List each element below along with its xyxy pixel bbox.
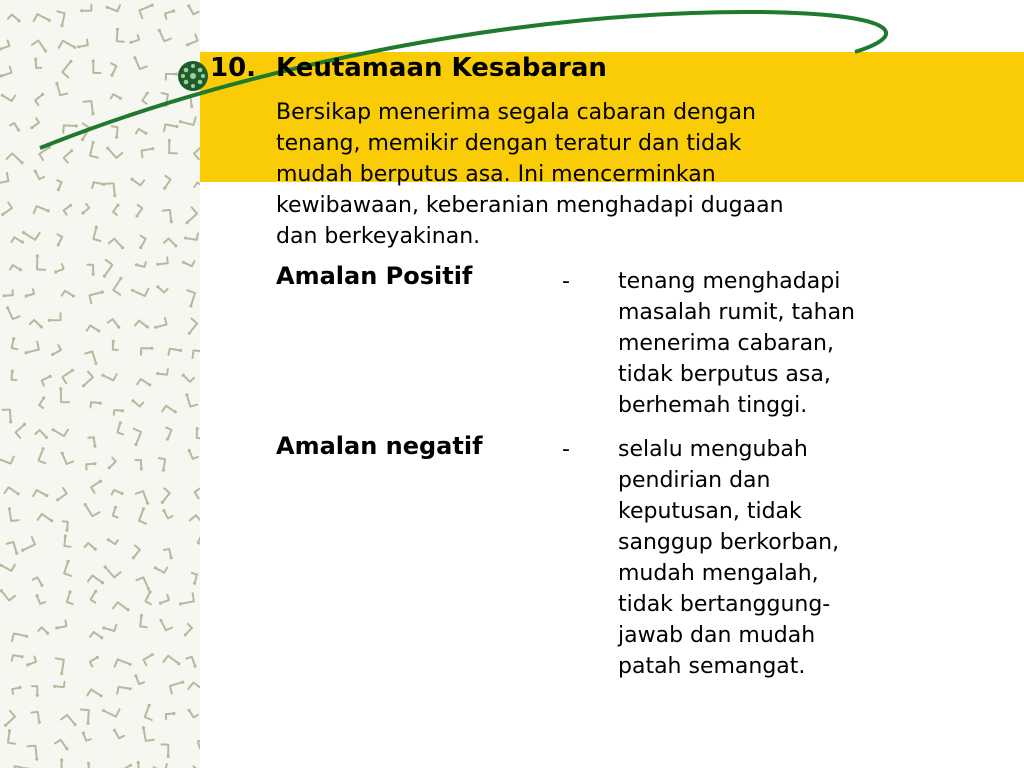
- pattern-mark: [32, 686, 39, 697]
- bullet-icon: [178, 61, 208, 91]
- pattern-mark: [16, 423, 27, 438]
- negative-label: Amalan negatif: [276, 432, 483, 460]
- negative-line: patah semangat.: [618, 654, 806, 679]
- description-paragraph: [276, 97, 956, 252]
- pattern-mark: [159, 595, 169, 605]
- pattern-mark: [184, 233, 198, 240]
- pattern-mark: [190, 515, 200, 526]
- pattern-mark: [31, 712, 41, 724]
- pattern-mark: [134, 429, 141, 446]
- pattern-mark: [166, 428, 172, 441]
- pattern-mark: [81, 710, 90, 725]
- pattern-mark: [198, 736, 200, 748]
- pattern-mark: [48, 313, 61, 322]
- positive-dash: -: [562, 269, 570, 294]
- pattern-mark: [56, 488, 67, 501]
- pattern-mark: [0, 457, 14, 464]
- pattern-mark: [86, 462, 96, 469]
- pattern-mark: [185, 393, 197, 406]
- pattern-mark: [64, 560, 71, 576]
- pattern-mark: [82, 732, 91, 741]
- pattern-mark: [55, 620, 66, 629]
- pattern-mark: [104, 565, 121, 577]
- pattern-mark: [113, 506, 118, 518]
- pattern-mark: [56, 658, 64, 675]
- pattern-mark: [3, 410, 13, 424]
- pattern-mark: [55, 740, 69, 751]
- positive-line: menerima cabaran,: [618, 331, 834, 356]
- pattern-mark: [12, 634, 28, 642]
- pattern-mark: [156, 257, 167, 266]
- pattern-mark: [159, 619, 172, 631]
- pattern-mark: [90, 291, 104, 304]
- pattern-mark: [141, 347, 153, 355]
- pattern-mark: [135, 321, 149, 329]
- pattern-mark: [60, 758, 69, 768]
- pattern-mark: [145, 704, 152, 720]
- pattern-mark: [139, 507, 146, 524]
- pattern-mark: [154, 318, 166, 329]
- pattern-mark: [35, 594, 45, 604]
- pattern-mark: [102, 709, 120, 717]
- pattern-mark: [102, 625, 116, 631]
- pattern-mark: [62, 369, 74, 384]
- pattern-mark: [30, 320, 43, 329]
- pattern-mark: [84, 503, 100, 516]
- pattern-mark: [39, 396, 45, 408]
- pattern-mark: [108, 319, 120, 329]
- pattern-mark: [113, 277, 122, 295]
- pattern-mark: [33, 577, 44, 587]
- pattern-mark: [63, 521, 69, 532]
- pattern-mark: [11, 370, 17, 381]
- pattern-mark: [198, 534, 200, 545]
- paragraph-line: tenang, memikir dengan teratur dan tidak: [276, 131, 742, 156]
- pattern-mark: [87, 762, 95, 768]
- pattern-mark: [136, 577, 150, 590]
- positive-line: tenang menghadapi: [618, 269, 841, 294]
- pattern-mark: [35, 430, 48, 439]
- pattern-mark: [137, 761, 145, 768]
- pattern-mark: [188, 319, 197, 335]
- pattern-mark: [109, 239, 125, 250]
- pattern-mark: [113, 602, 130, 611]
- pattern-mark: [12, 337, 18, 349]
- pattern-mark: [61, 452, 74, 464]
- negative-line: mudah mengalah,: [618, 561, 819, 586]
- pattern-mark: [62, 291, 75, 298]
- pattern-mark: [91, 402, 102, 408]
- pattern-mark: [196, 427, 200, 438]
- pattern-mark: [115, 659, 132, 666]
- pattern-mark: [103, 260, 113, 278]
- pattern-mark: [184, 624, 192, 637]
- positive-text: [618, 266, 1018, 421]
- pattern-mark: [87, 265, 94, 276]
- slide-title: Keutamaan Kesabaran: [276, 53, 607, 83]
- pattern-mark: [162, 406, 176, 414]
- pattern-mark: [42, 375, 52, 386]
- pattern-mark: [168, 349, 182, 355]
- pattern-mark: [87, 690, 103, 698]
- pattern-mark: [164, 239, 177, 248]
- pattern-mark: [117, 421, 123, 434]
- pattern-mark: [10, 265, 22, 271]
- paragraph-line: mudah berputus asa. Ini mencerminkan: [276, 162, 716, 187]
- pattern-mark: [81, 204, 89, 215]
- pattern-mark: [136, 460, 143, 471]
- pattern-mark: [114, 409, 124, 415]
- pattern-mark: [132, 546, 140, 560]
- pattern-mark: [166, 712, 176, 719]
- item-number: 10.: [210, 53, 257, 83]
- pattern-mark: [90, 632, 103, 639]
- pattern-mark: [117, 687, 132, 694]
- pattern-mark: [164, 549, 173, 559]
- pattern-mark: [101, 374, 116, 381]
- pattern-mark: [8, 507, 19, 521]
- pattern-mark: [25, 342, 39, 355]
- pattern-mark: [25, 289, 34, 297]
- pattern-mark: [91, 590, 98, 603]
- pattern-mark: [163, 210, 173, 223]
- pattern-mark: [88, 576, 104, 585]
- pattern-mark: [88, 437, 96, 448]
- pattern-mark: [113, 204, 120, 215]
- pattern-mark: [54, 264, 63, 274]
- pattern-mark: [139, 236, 146, 249]
- pattern-mark: [8, 729, 15, 743]
- pattern-mark: [53, 682, 64, 688]
- pattern-mark: [93, 226, 100, 242]
- pattern-mark: [4, 711, 15, 727]
- negative-line: keputusan, tidak: [618, 499, 802, 524]
- positive-line: masalah rumit, tahan: [618, 300, 856, 325]
- negative-line: sanggup berkorban,: [618, 530, 840, 555]
- negative-line: tidak bertanggung-: [618, 592, 831, 617]
- pattern-mark: [21, 537, 35, 552]
- pattern-mark: [12, 686, 22, 694]
- pattern-mark: [145, 590, 151, 604]
- pattern-mark: [87, 326, 101, 333]
- pattern-mark: [182, 374, 195, 382]
- pattern-mark: [188, 683, 200, 693]
- pattern-mark: [112, 490, 124, 495]
- pattern-mark: [187, 290, 195, 307]
- pattern-mark: [134, 674, 144, 684]
- pattern-mark: [85, 352, 98, 365]
- pattern-mark: [156, 285, 167, 292]
- pattern-mark: [195, 484, 200, 499]
- positive-label: Amalan Positif: [276, 262, 473, 290]
- pattern-mark: [28, 746, 39, 761]
- negative-line: jawab dan mudah: [618, 623, 816, 648]
- pattern-mark: [185, 207, 197, 224]
- negative-text: [618, 434, 1018, 682]
- pattern-mark: [163, 656, 180, 666]
- pattern-mark: [161, 488, 170, 504]
- pattern-mark: [3, 290, 13, 297]
- pattern-mark: [39, 447, 46, 463]
- pattern-mark: [59, 387, 69, 402]
- pattern-mark: [153, 764, 167, 768]
- pattern-mark: [159, 458, 166, 472]
- pattern-mark: [34, 206, 50, 213]
- pattern-mark: [33, 490, 48, 497]
- pattern-mark: [82, 372, 93, 388]
- pattern-mark: [67, 590, 73, 604]
- pattern-mark: [119, 764, 133, 768]
- pattern-mark: [91, 480, 102, 493]
- pattern-mark: [154, 566, 167, 572]
- negative-dash: -: [562, 437, 570, 462]
- pattern-mark: [85, 543, 97, 551]
- pattern-mark: [5, 487, 20, 495]
- pattern-mark: [140, 614, 147, 627]
- pattern-mark: [22, 231, 40, 240]
- pattern-mark: [135, 205, 142, 218]
- pattern-mark: [51, 345, 61, 356]
- pattern-mark: [179, 593, 194, 605]
- pattern-mark: [64, 204, 73, 215]
- pattern-mark: [112, 340, 118, 350]
- pattern-mark: [193, 350, 201, 358]
- negative-line: selalu mengubah: [618, 437, 808, 462]
- pattern-mark: [186, 657, 197, 668]
- pattern-mark: [36, 254, 45, 270]
- pattern-mark: [170, 681, 184, 694]
- pattern-mark: [90, 656, 99, 667]
- pattern-mark: [162, 509, 172, 518]
- pattern-mark: [64, 535, 71, 547]
- pattern-mark: [11, 237, 24, 243]
- pattern-mark: [57, 234, 63, 246]
- pattern-mark: [61, 715, 77, 726]
- pattern-mark: [113, 729, 124, 739]
- pattern-mark: [6, 306, 19, 319]
- pattern-mark: [12, 655, 24, 661]
- pattern-mark: [0, 589, 15, 600]
- paragraph-line: Bersikap menerima segala cabaran dengan: [276, 100, 756, 125]
- pattern-mark: [52, 428, 69, 436]
- paragraph-line: kewibawaan, keberanian menghadapi dugaan: [276, 193, 784, 218]
- pattern-mark: [0, 564, 15, 571]
- pattern-mark: [137, 379, 151, 387]
- pattern-mark: [7, 542, 19, 555]
- pattern-mark: [132, 399, 144, 406]
- pattern-mark: [38, 514, 54, 522]
- pattern-mark: [135, 262, 146, 267]
- pattern-mark: [192, 573, 197, 585]
- pattern-mark: [143, 653, 153, 665]
- pattern-mark: [1, 203, 12, 216]
- pattern-mark: [107, 538, 118, 544]
- pattern-mark: [156, 369, 168, 375]
- pattern-mark: [188, 709, 199, 718]
- negative-line: pendirian dan: [618, 468, 771, 493]
- pattern-mark: [26, 657, 36, 667]
- pattern-mark: [188, 449, 198, 459]
- pattern-mark: [182, 261, 195, 267]
- pattern-mark: [161, 744, 169, 758]
- positive-line: tidak berputus asa,: [618, 362, 831, 387]
- pattern-mark: [38, 627, 49, 634]
- pattern-mark: [131, 289, 148, 296]
- pattern-mark: [142, 726, 154, 741]
- paragraph-line: dan berkeyakinan.: [276, 224, 481, 249]
- pattern-mark: [136, 491, 149, 505]
- positive-line: berhemah tinggi.: [618, 393, 808, 418]
- pattern-mark: [108, 458, 116, 470]
